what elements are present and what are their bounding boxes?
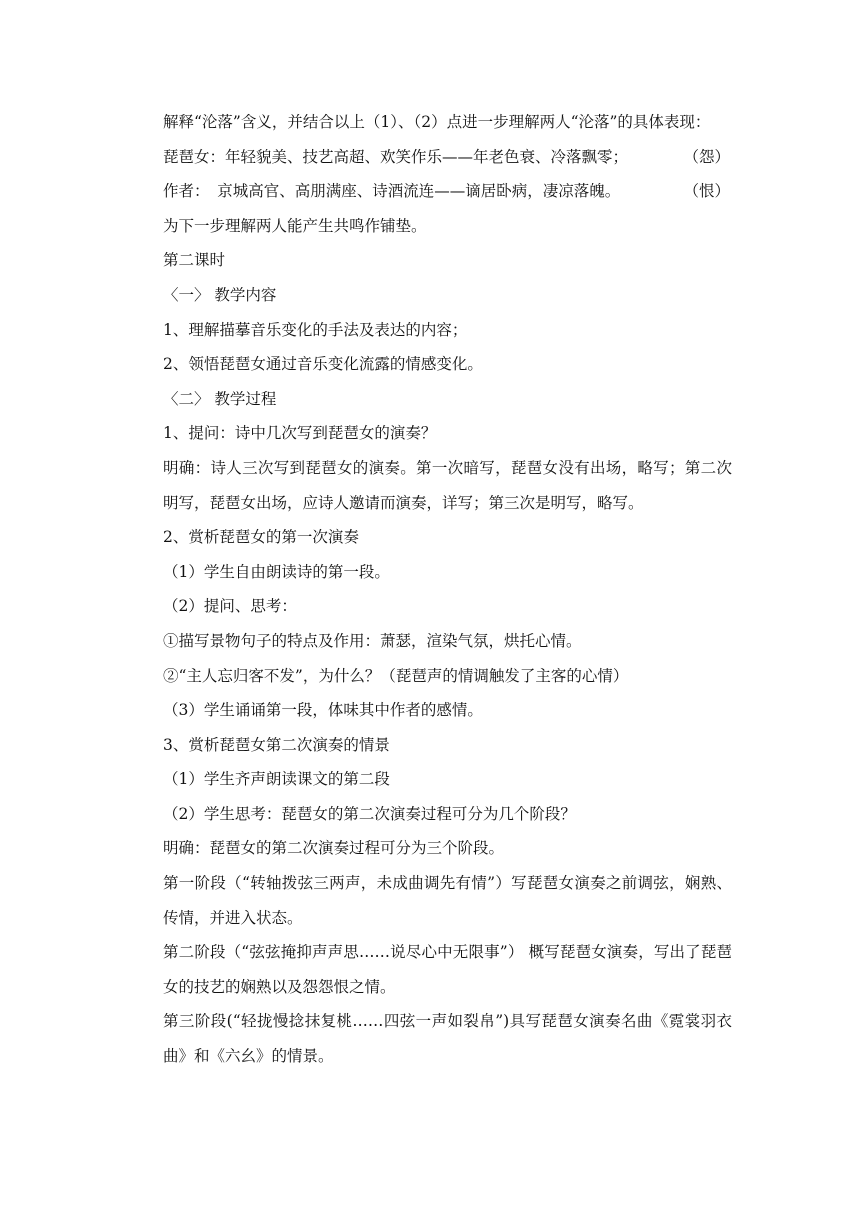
subheading-teaching-process: 〈二〉 教学过程: [163, 389, 277, 408]
paragraph-pipa-girl: [132, 140, 732, 175]
paragraph-stage-2: 第二阶段（“弦弦掩抑声声思……说尽心中无限事”） 概写琵琶女演奏，写出了琵琶女的技艺的娴熟以及怨怨恨之情。: [163, 943, 732, 996]
step-3-item-1: （1）学生齐声朗读课文的第二段: [163, 770, 390, 789]
paragraph-stage-3: 第三阶段(“轻拢慢捻抹复桃……四弦一声如裂帛”)具写琵琶女演奏名曲《霓裳羽衣曲》和《六幺》的情景。: [163, 1012, 732, 1066]
process-step-2: 2、赏析琵琶女的第一次演奏: [163, 528, 359, 547]
subheading-teaching-content: 〈一〉 教学内容: [163, 285, 277, 304]
paragraph-stage-1: 第一阶段（“转轴拨弦三两声，未成曲调先有情”）写琵琶女演奏之前调弦，娴熟、传情，并进入状态。: [163, 874, 732, 927]
process-step-3: 3、赏析琵琶女第二次演奏的情景: [163, 735, 390, 754]
list-item-content-1: 1、理解描摹音乐变化的手法及表达的内容；: [163, 320, 468, 339]
pipa-girl-tag: （怨）: [683, 147, 730, 166]
step-2-item-1: （1）学生自由朗读诗的第一段。: [163, 562, 390, 581]
step-3-item-2: （2）学生思考：琵琶女的第二次演奏过程可分为几个阶段？: [163, 804, 576, 823]
step-2-item-3: （3）学生诵诵第一段，体味其中作者的感情。: [163, 701, 483, 720]
step-2-item-2: （2）提问、思考：: [163, 597, 297, 616]
author-text: 作者： 京城高官、高朋满座、诗酒流连——谪居卧病，凄凉落魄。: [163, 182, 621, 201]
pipa-girl-text: 琵琶女：年轻貌美、技艺高超、欢笑作乐——年老色衰、冷落飘零；: [163, 147, 629, 166]
paragraph-author: [132, 174, 732, 209]
paragraph-resonance: 为下一步理解两人能产生共鸣作铺垫。: [163, 216, 427, 235]
document-body: [132, 105, 732, 1074]
list-item-content-2: 2、领悟琵琶女通过音乐变化流露的情感变化。: [163, 355, 483, 374]
paragraph-clarify-three-stages: 明确：琵琶女的第二次演奏过程可分为三个阶段。: [163, 839, 505, 858]
paragraph-explain-lunluo: 解释“沦落”含义，并结合以上（1）、（2）点进一步理解两人“沦落”的具体表现：: [163, 113, 711, 131]
paragraph-clarify-three-times: 明确：诗人三次写到琵琶女的演奏。第一次暗写，琵琶女没有出场，略写；第二次明写，琵琶女出场，应诗人邀请而演奏，详写；第三次是明写，略写。: [163, 458, 732, 512]
step-2-point-1: ①描写景物句子的特点及作用：萧瑟，渲染气氛，烘托心情。: [163, 631, 582, 650]
section-heading-second-lesson: 第二课时: [163, 251, 226, 270]
process-step-1: 1、提问：诗中几次写到琵琶女的演奏？: [163, 424, 437, 443]
step-2-point-2: ②“主人忘归客不发”，为什么？（琵琶声的情调触发了主客的心情）: [163, 666, 629, 685]
author-tag: （恨）: [683, 182, 730, 201]
